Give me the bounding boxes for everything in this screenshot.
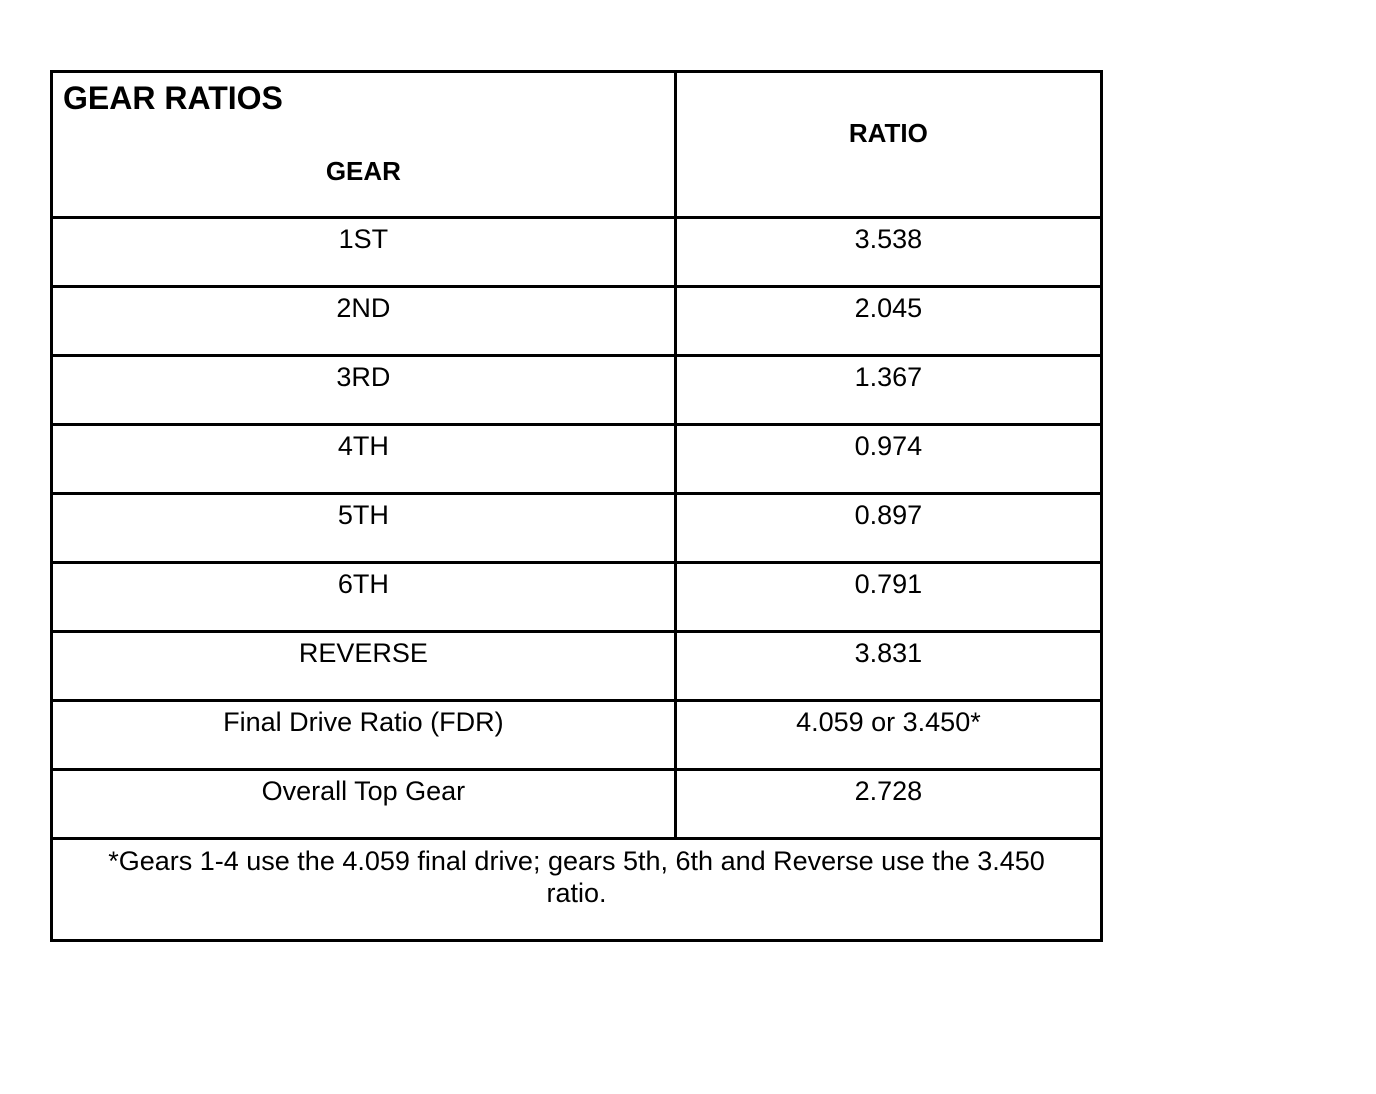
gear-name: 1ST — [338, 224, 389, 254]
gear-cell — [52, 770, 676, 839]
ratio-value: 4.059 or 3.450* — [796, 707, 981, 737]
ratio-value: 0.897 — [854, 500, 923, 530]
ratio-value: 3.831 — [854, 638, 923, 668]
table-row — [52, 356, 1102, 425]
footnote-text: *Gears 1-4 use the 4.059 final drive; gears 5th, 6th and Reverse use the 3.450 ratio. — [108, 846, 1045, 908]
table-header-row — [52, 72, 1102, 218]
table-row — [52, 218, 1102, 287]
ratio-cell — [675, 563, 1101, 632]
ratio-column-header: RATIO — [848, 118, 928, 148]
ratio-value: 2.728 — [854, 776, 923, 806]
table-row — [52, 770, 1102, 839]
ratio-value: 1.367 — [854, 362, 923, 392]
ratio-value: 3.538 — [854, 224, 923, 254]
gear-name: 5TH — [337, 500, 389, 530]
ratio-cell — [675, 218, 1101, 287]
table-row — [52, 701, 1102, 770]
ratio-value: 0.974 — [854, 431, 923, 461]
gear-cell — [52, 632, 676, 701]
ratio-header-cell — [675, 72, 1101, 218]
gear-cell — [52, 425, 676, 494]
gear-cell — [52, 356, 676, 425]
ratio-cell — [675, 287, 1101, 356]
gear-header-cell — [52, 72, 676, 218]
ratio-cell — [675, 425, 1101, 494]
gear-name: 6TH — [337, 569, 389, 599]
gear-name: 3RD — [336, 362, 391, 392]
gear-cell — [52, 563, 676, 632]
footnote-cell — [52, 839, 1102, 941]
gear-cell — [52, 701, 676, 770]
gear-cell — [52, 494, 676, 563]
gear-name: REVERSE — [298, 638, 428, 668]
ratio-value: 2.045 — [854, 293, 923, 323]
table-row — [52, 425, 1102, 494]
gear-ratios-table — [50, 70, 1103, 942]
gear-column-header: GEAR — [325, 156, 401, 186]
gear-cell — [52, 218, 676, 287]
table-row — [52, 287, 1102, 356]
gear-cell — [52, 287, 676, 356]
table-title: GEAR RATIOS — [63, 80, 283, 116]
table-row — [52, 563, 1102, 632]
gear-name: 4TH — [337, 431, 389, 461]
ratio-cell — [675, 356, 1101, 425]
gear-name: Final Drive Ratio (FDR) — [223, 707, 504, 737]
ratio-cell — [675, 494, 1101, 563]
ratio-cell — [675, 632, 1101, 701]
gear-name: 2ND — [336, 293, 391, 323]
ratio-cell — [675, 770, 1101, 839]
ratio-cell — [675, 701, 1101, 770]
footnote-row — [52, 839, 1102, 941]
table-row — [52, 632, 1102, 701]
gear-name: Overall Top Gear — [261, 776, 466, 806]
table-row — [52, 494, 1102, 563]
ratio-value: 0.791 — [854, 569, 923, 599]
